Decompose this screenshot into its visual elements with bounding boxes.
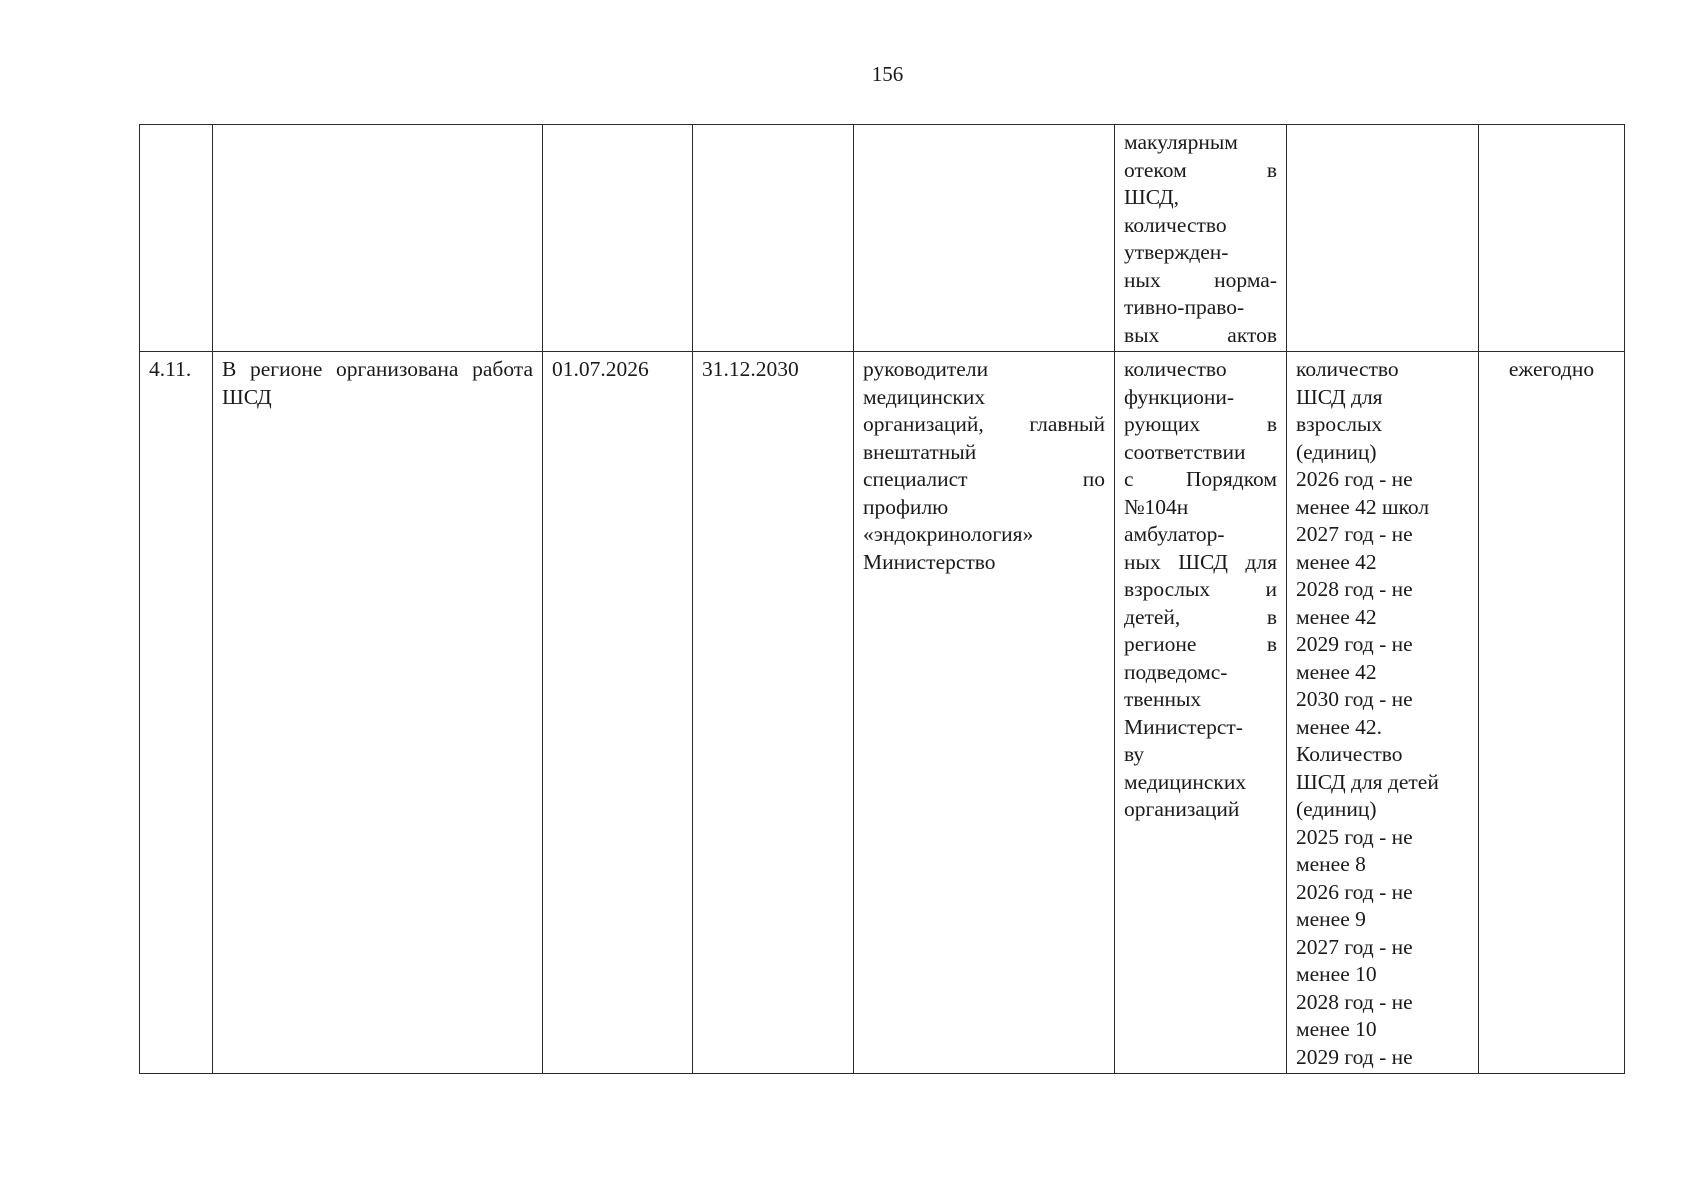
text-line: ных ШСД для (1124, 549, 1277, 574)
text-line: функциони- (1124, 384, 1235, 409)
text-line: с Порядком (1124, 467, 1277, 491)
text-line: менее 42 (1296, 549, 1377, 574)
text-line: регионе в (1124, 632, 1277, 656)
cell-indicator (1115, 125, 1287, 352)
table-row (140, 125, 1625, 352)
text-line: 2025 год - не (1296, 824, 1413, 849)
text-line: отеком в (1124, 157, 1277, 182)
target-text (1296, 356, 1469, 1071)
text-line: 2026 год - не (1296, 467, 1413, 491)
text-line: ных норма- (1124, 267, 1277, 292)
text-line: руководители (863, 357, 989, 381)
event-text: В регионе организована работа ШСД (222, 357, 533, 409)
text-line: вых актов (1124, 322, 1277, 347)
text-line: количество (1296, 357, 1399, 381)
text-line: амбулатор- (1124, 522, 1225, 546)
row-number: 4.11. (149, 357, 192, 381)
text-line: менее 42 (1296, 604, 1377, 629)
text-line: соответствии (1124, 439, 1246, 464)
cell-responsible (854, 352, 1115, 1074)
text-line: подведомс- (1124, 659, 1228, 684)
text-line: медицинских (863, 384, 986, 409)
text-line: 2027 год - не (1296, 934, 1413, 959)
text-line: менее 10 (1296, 962, 1377, 986)
indicator-text (1124, 129, 1277, 349)
text-line: (единиц) (1296, 439, 1377, 464)
text-line: 2027 год - не (1296, 522, 1413, 546)
text-line: медицинских (1124, 769, 1247, 794)
cell-end-date (693, 125, 854, 352)
responsible-text (863, 356, 1105, 576)
text-line: менее 9 (1296, 907, 1366, 931)
cell-number (140, 125, 213, 352)
page-number: 156 (871, 62, 904, 86)
cell-start-date (543, 125, 693, 352)
text-line: рующих в (1124, 412, 1277, 436)
cell-event (213, 352, 543, 1074)
text-line: менее 42 школ (1296, 494, 1430, 519)
text-line: профилю (863, 494, 949, 519)
cell-event (213, 125, 543, 352)
text-line: менее 42 (1296, 659, 1377, 684)
text-line: «эндокринология» (863, 522, 1034, 546)
cell-frequency (1479, 352, 1625, 1074)
text-line: ШСД для детей (1296, 769, 1439, 794)
text-line: организаций, главный (863, 412, 1105, 436)
text-line: №104н (1124, 494, 1189, 519)
text-line: менее 8 (1296, 852, 1366, 876)
text-line: детей, в (1124, 604, 1277, 629)
text-line: количество (1124, 212, 1227, 237)
cell-number (140, 352, 213, 1074)
text-line: Количество (1296, 742, 1403, 766)
text-line: 2028 год - не (1296, 577, 1413, 601)
text-line: макулярным (1124, 130, 1238, 154)
text-line: ШСД, (1124, 185, 1179, 209)
cell-responsible (854, 125, 1115, 352)
cell-target (1287, 352, 1479, 1074)
cell-frequency (1479, 125, 1625, 352)
text-line: Министерство (863, 549, 996, 574)
cell-start-date (543, 352, 693, 1074)
plan-table (139, 124, 1625, 1074)
text-line: менее 10 (1296, 1017, 1377, 1041)
text-line: тивно-право- (1124, 295, 1245, 319)
text-line: (единиц) (1296, 797, 1377, 821)
text-line: взрослых (1296, 412, 1383, 436)
end-date: 31.12.2030 (702, 357, 799, 381)
text-line: ву (1124, 742, 1145, 766)
text-line: 2030 год - не (1296, 687, 1413, 711)
table-row (140, 352, 1625, 1074)
text-line: специалист по (863, 467, 1105, 491)
text-line: количество (1124, 357, 1227, 381)
text-line: твенных (1124, 687, 1202, 711)
text-line: Министерст- (1124, 714, 1243, 739)
cell-end-date (693, 352, 854, 1074)
text-line: организаций (1124, 797, 1240, 821)
text-line: 2028 год - не (1296, 989, 1413, 1014)
text-line: менее 42. (1296, 714, 1382, 739)
text-line: 2026 год - не (1296, 879, 1413, 904)
text-line: 2029 год - не (1296, 1044, 1413, 1069)
cell-indicator (1115, 352, 1287, 1074)
text-line: утвержден- (1124, 240, 1229, 264)
indicator-text (1124, 356, 1277, 824)
cell-target (1287, 125, 1479, 352)
start-date: 01.07.2026 (552, 357, 649, 381)
text-line: 2029 год - не (1296, 632, 1413, 656)
text-line: внештатный (863, 439, 977, 464)
text-line: ШСД для (1296, 384, 1383, 409)
frequency-text: ежегодно (1508, 357, 1595, 381)
text-line: взрослых и (1124, 577, 1277, 601)
